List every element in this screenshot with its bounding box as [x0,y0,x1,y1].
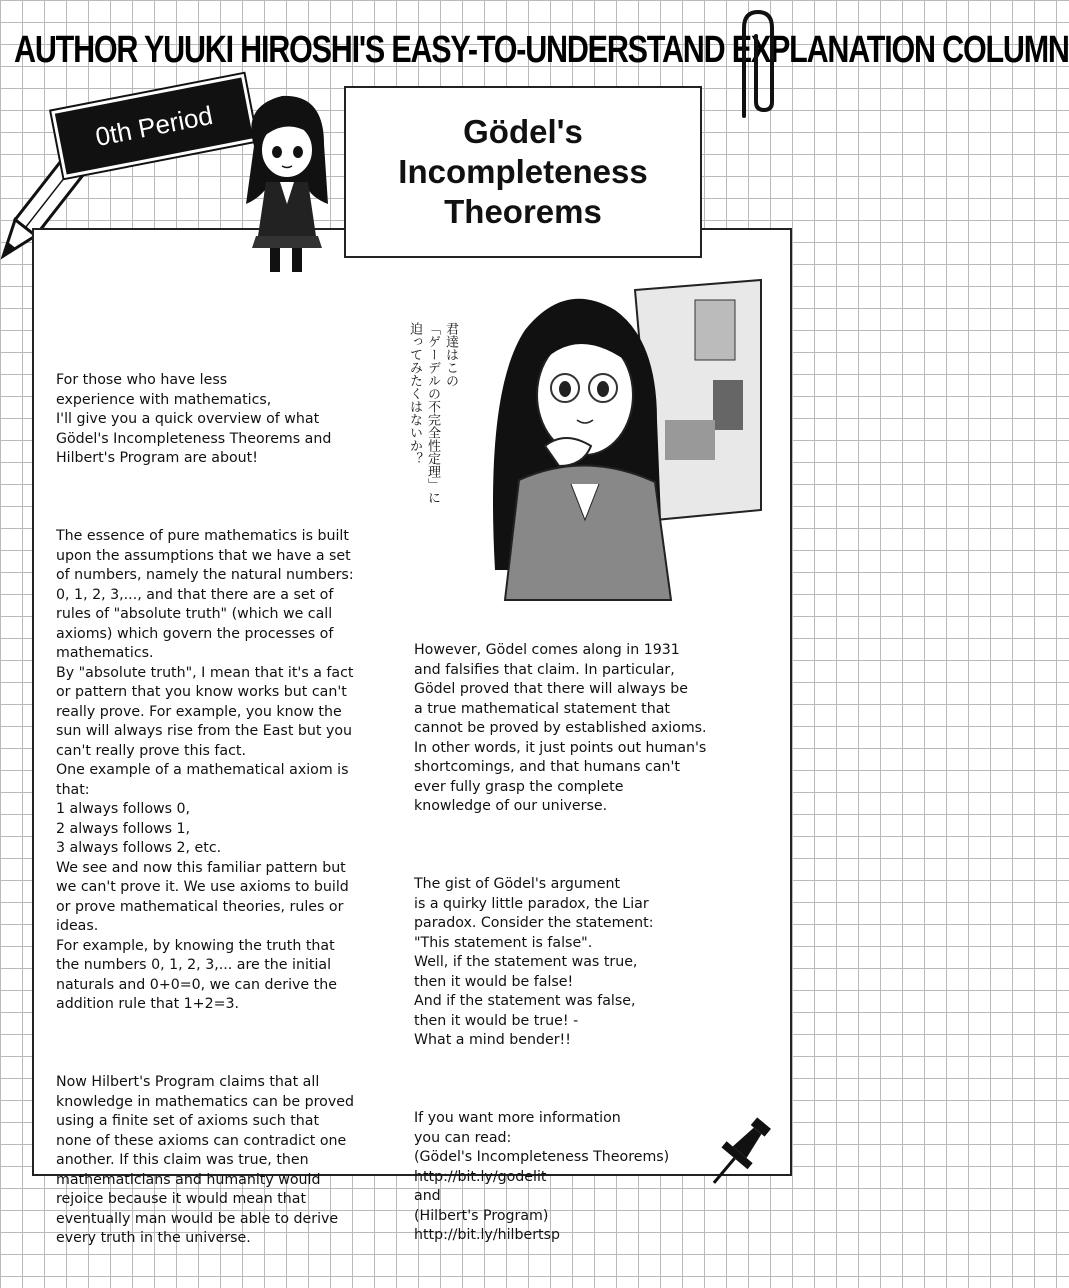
column-header-title: AUTHOR YUUKI HIROSHI'S EASY-TO-UNDERSTAND EXPLANATION COLUMN [14,28,1069,71]
paperclip-icon [726,6,786,126]
title-line-2: Incompleteness [398,153,648,190]
speech-bubble [405,322,480,504]
right-paragraph-1: However, Gödel comes along in 1931 and falsifies that claim. In particular, Gödel proved that there will always be a true mathematical statement that cannot be proved by established axioms. In other words, it just points out human's shortcomings, and that humans can't ever fully grasp the complete knowledge of our universe. [414,642,707,814]
left-column-text [56,332,412,1288]
right-paragraph-2: The gist of Gödel's argument is a quirky little paradox, the Liar paradox. Consider the statement: "This statement is false". Well, if the statement was true, then it would be false! And if the statement was false, then it would be true! - What a mind bender!! [414,876,654,1048]
title-line-3: Theorems [444,193,602,230]
pushpin-icon [694,1108,784,1198]
title-line-1: Gödel's [463,113,583,150]
column-title-box [344,86,702,258]
speech-bubble-text: 君達はこの 「ゲーデルの不完全性定理」に 迫ってみたくはないか？ [407,322,458,504]
chibi-character-illustration [232,86,342,276]
left-paragraph-1: For those who have less experience with mathematics, I'll give you a quick overview of what Gödel's Incompleteness Theorems and Hilbert's Program are about! [56,372,332,466]
period-ribbon: 0th Period [51,74,256,178]
left-paragraph-2: The essence of pure mathematics is built upon the assumptions that we have a set of numbers, namely the natural numbers: 0, 1, 2, 3,..., and that there are a set of rules of "absolute truth" (which we call axioms) which govern the processes of mathematics. By "absolute truth", I mean that it's a fact or pattern that you know works but can't really prove. For example, you know the sun will always rise from the East but you can't really prove this fact. One example of a mathematical axiom is that: 1 always follows 0, 2 always follows 1, 3 always follows 2, etc. We see and now this familiar pattern but we can't prove it. We use axioms to build or prove mathematical theories, rules or ideas. For example, by knowing the truth that the numbers 0, 1, 2, 3,... are the initial naturals and 0+0=0, we can derive the addition rule that 1+2=3. [56,528,354,1012]
left-paragraph-3: Now Hilbert's Program claims that all knowledge in mathematics can be proved using a finite set of axioms such that none of these axioms can contradict one another. If this claim was true, then mathematicians and humanity would rejoice because it would mean that eventually man would be able to derive every truth in the universe. [56,1074,354,1246]
right-paragraph-3: If you want more information you can read: (Gödel's Incompleteness Theorems) http://bit.ly/godelit and (Hilbert's Program) http://bit.ly/hilbertsp [414,1110,670,1243]
